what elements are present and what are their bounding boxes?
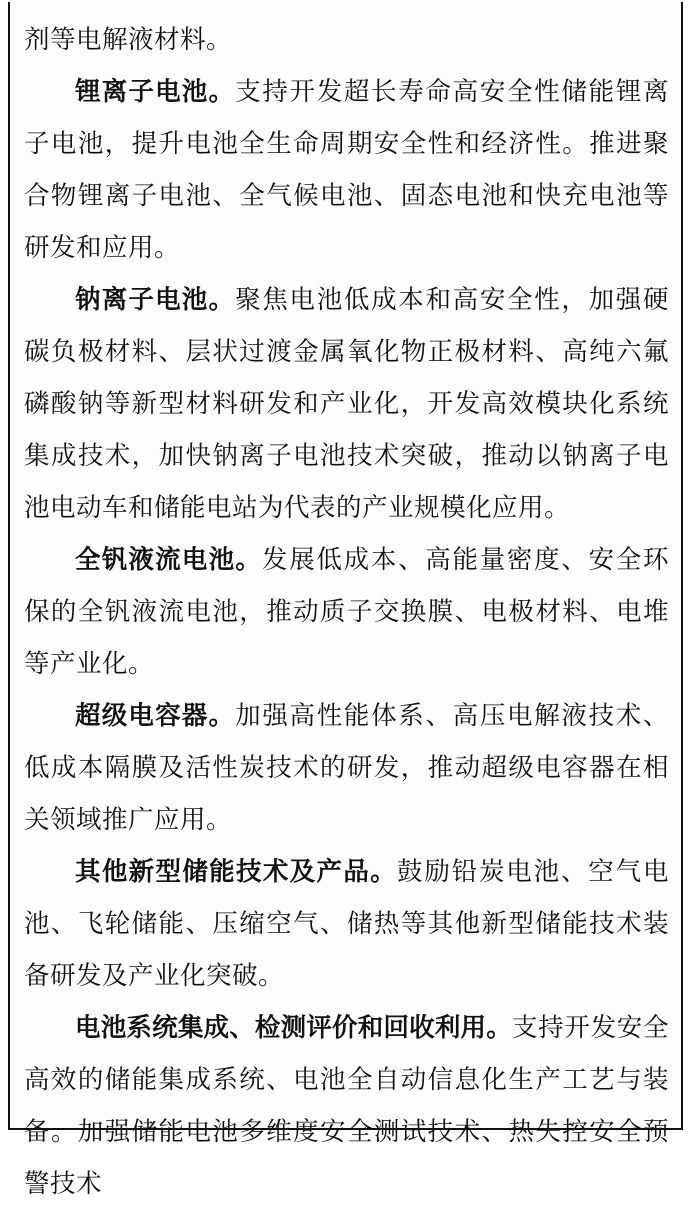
paragraph-vanadium-flow-battery bbox=[24, 534, 669, 690]
paragraph-heading: 锂离子电池。 bbox=[75, 77, 236, 107]
paragraph-heading: 全钒液流电池。 bbox=[75, 545, 262, 575]
paragraph-other-storage-tech bbox=[24, 846, 669, 1002]
paragraph-sodium-ion-battery bbox=[24, 274, 669, 534]
paragraph-text: 发展低成本、高能量密度、安全环保的全钒液流电池，推动质子交换膜、电极材料、电堆等产业化。 bbox=[24, 545, 669, 679]
document-body bbox=[24, 14, 669, 1210]
paragraph-text: 剂等电解液材料。 bbox=[24, 25, 233, 55]
paragraph-heading: 钠离子电池。 bbox=[75, 285, 236, 315]
paragraph-heading: 其他新型储能技术及产品。 bbox=[75, 857, 397, 887]
paragraph-text: 支持开发超长寿命高安全性储能锂离子电池，提升电池全生命周期安全性和经济性。推进聚合物锂离子电池、全气候电池、固态电池和快充电池等研发和应用。 bbox=[24, 77, 669, 263]
paragraph-text: 聚焦电池低成本和高安全性，加强硬碳负极材料、层状过渡金属氧化物正极材料、高纯六氟磷酸钠等新型材料研发和产业化，开发高效模块化系统集成技术，加快钠离子电池技术突破，推动以钠离子电池电动车和储能电站为代表的产业规模化应用。 bbox=[24, 285, 669, 523]
paragraph-supercapacitor bbox=[24, 690, 669, 846]
paragraph-text: 支持开发安全高效的储能集成系统、电池全自动信息化生产工艺与装备。加强储能电池多维度安全测试技术、热失控安全预警技术 bbox=[24, 1013, 669, 1199]
paragraph-continuation bbox=[24, 14, 669, 66]
paragraph-heading: 超级电容器。 bbox=[75, 701, 236, 731]
paragraph-text: 加强高性能体系、高压电解液技术、低成本隔膜及活性炭技术的研发，推动超级电容器在相关领域推广应用。 bbox=[24, 701, 669, 835]
paragraph-system-integration bbox=[24, 1002, 669, 1210]
paragraph-lithium-ion-battery bbox=[24, 66, 669, 274]
document-page bbox=[8, 2, 683, 1199]
paragraph-heading: 电池系统集成、检测评价和回收利用。 bbox=[75, 1013, 512, 1043]
paragraph-text: 鼓励铅炭电池、空气电池、飞轮储能、压缩空气、储热等其他新型储能技术装备研发及产业化突破。 bbox=[24, 857, 669, 991]
